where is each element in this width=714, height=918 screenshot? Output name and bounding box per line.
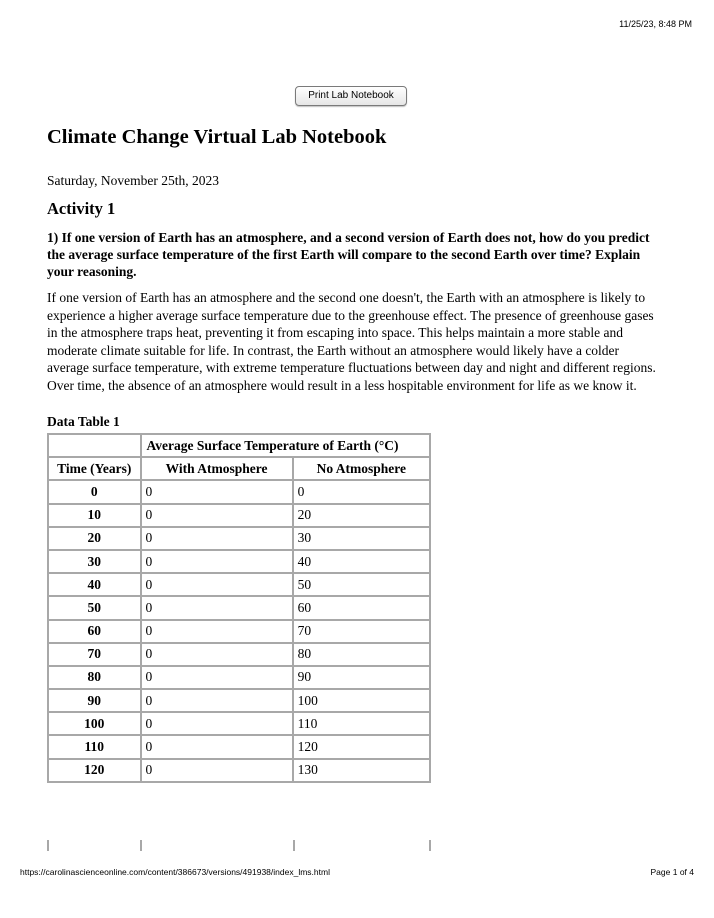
column-header-with-atmosphere: With Atmosphere [141,457,293,480]
cell-no-atmosphere: 60 [293,596,430,619]
table-header-row [48,457,430,480]
cell-no-atmosphere: 50 [293,573,430,596]
print-lab-notebook-button[interactable]: Print Lab Notebook [295,86,407,106]
cell-no-atmosphere: 80 [293,643,430,666]
cell-no-atmosphere: 90 [293,666,430,689]
cell-time: 90 [48,689,141,712]
cell-time: 60 [48,620,141,643]
cell-time: 0 [48,480,141,503]
column-header-time: Time (Years) [48,457,141,480]
answer-text: If one version of Earth has an atmosphere and the second one doesn't, the Earth with an atmosphere is likely to experience a higher average surface temperature due to the greenhouse effect. The presence of greenhouse gases in the atmosphere traps heat, preventing it from escaping into space. This helps maintain a more stable and moderate climate suitable for life. In contrast, the Earth without an atmosphere would likely have a colder average surface temperature, with extreme temperature fluctuations between day and night and different regions. Over time, the absence of an atmosphere would result in a less hospitable environment for life as we know it. [47,290,656,393]
table-row [48,620,430,643]
cell-no-atmosphere: 70 [293,620,430,643]
cell-with-atmosphere: 0 [141,480,293,503]
print-timestamp: 11/25/23, 8:48 PM [619,19,692,29]
table-corner-cell [48,434,141,457]
column-header-no-atmosphere: No Atmosphere [293,457,430,480]
table-row [48,596,430,619]
table-caption: Data Table 1 [47,414,120,429]
cell-with-atmosphere: 0 [141,504,293,527]
cell-no-atmosphere: 0 [293,480,430,503]
cell-no-atmosphere: 20 [293,504,430,527]
cell-time: 30 [48,550,141,573]
cell-no-atmosphere: 30 [293,527,430,550]
cell-with-atmosphere: 0 [141,550,293,573]
cell-with-atmosphere: 0 [141,759,293,782]
table-row [48,712,430,735]
table-row [48,550,430,573]
cell-with-atmosphere: 0 [141,573,293,596]
table-continuation [47,840,431,851]
cell-time: 50 [48,596,141,619]
cell-time: 80 [48,666,141,689]
table-row [48,759,430,782]
table-row [48,480,430,503]
table-row [48,689,430,712]
cell-time: 110 [48,735,141,758]
cell-time: 40 [48,573,141,596]
cell-time: 70 [48,643,141,666]
table-divider [140,840,142,851]
cell-time: 120 [48,759,141,782]
cell-no-atmosphere: 100 [293,689,430,712]
cell-with-atmosphere: 0 [141,666,293,689]
cell-with-atmosphere: 0 [141,620,293,643]
table-group-header: Average Surface Temperature of Earth (°C) [141,434,431,457]
cell-time: 10 [48,504,141,527]
question-prompt: 1) If one version of Earth has an atmosphere, and a second version of Earth does not, how do you predict the average surface temperature of the first Earth will compare to the second Earth over time? Explain your reasoning. [47,230,650,279]
cell-time: 100 [48,712,141,735]
cell-with-atmosphere: 0 [141,689,293,712]
cell-no-atmosphere: 120 [293,735,430,758]
cell-with-atmosphere: 0 [141,596,293,619]
table-row [48,573,430,596]
footer-url: https://carolinascienceonline.com/content/386673/versions/491938/index_lms.html [20,867,330,877]
cell-with-atmosphere: 0 [141,712,293,735]
cell-with-atmosphere: 0 [141,735,293,758]
cell-no-atmosphere: 110 [293,712,430,735]
cell-time: 20 [48,527,141,550]
page-title: Climate Change Virtual Lab Notebook [47,126,387,148]
table-divider [293,840,295,851]
cell-with-atmosphere: 0 [141,527,293,550]
table-group-header-row [48,434,430,457]
table-row [48,643,430,666]
cell-with-atmosphere: 0 [141,643,293,666]
cell-no-atmosphere: 130 [293,759,430,782]
table-row [48,504,430,527]
table-row [48,666,430,689]
footer-page-number: Page 1 of 4 [650,867,694,877]
table-row [48,527,430,550]
activity-heading: Activity 1 [47,199,116,218]
notebook-date: Saturday, November 25th, 2023 [47,173,219,188]
table-row [48,735,430,758]
cell-no-atmosphere: 40 [293,550,430,573]
data-table-1 [47,433,431,783]
